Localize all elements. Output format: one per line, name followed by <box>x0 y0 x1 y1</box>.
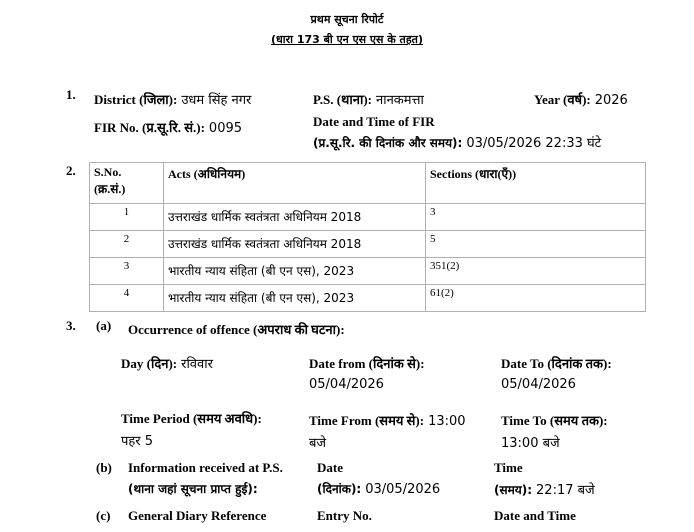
gd-datetime-label: Date and Time <box>494 508 576 523</box>
row-sno: 1 <box>90 204 164 231</box>
fir-datetime-label-hindi: (प्र.सू.रि. की दिनांक और समय): <box>313 136 463 150</box>
time-period-value: पहर 5 <box>121 434 154 449</box>
time-from-label: Time From (समय से): <box>309 413 425 428</box>
fir-number-value: 0095 <box>208 121 243 136</box>
acts-table <box>89 162 646 312</box>
info-date-label-hindi: (दिनांक): <box>317 482 362 496</box>
year-value: 2026 <box>594 93 628 108</box>
sub-b-marker: (b) <box>96 460 112 475</box>
ps-label: P.S. (थाना): <box>313 92 372 107</box>
info-received-label-hindi: (थाना जहां सूचना प्राप्त हुई): <box>128 482 258 496</box>
row-section: 351(2) <box>426 258 646 285</box>
info-date-value: 03/05/2026 <box>365 482 441 497</box>
fir-number-field <box>94 118 242 137</box>
header-sno <box>90 163 164 204</box>
year-field <box>534 90 628 109</box>
district-field <box>94 90 251 109</box>
sub-a-marker: (a) <box>96 318 112 333</box>
info-date-field <box>317 480 440 498</box>
day-label: Day (दिन): <box>121 356 178 371</box>
info-date-label: Date <box>317 460 343 475</box>
acts-table-header <box>90 163 646 204</box>
row-act: भारतीय न्याय संहिता (बी एन एस), 2023 <box>164 285 426 312</box>
sub-c-marker: (c) <box>96 508 111 523</box>
date-to-value: 05/04/2026 <box>501 377 576 392</box>
date-to-label: Date To (दिनांक तक): <box>501 356 612 371</box>
ps-field <box>313 90 424 109</box>
table-row <box>90 258 646 285</box>
table-row <box>90 285 646 312</box>
info-time-field <box>494 480 595 499</box>
table-row <box>90 231 646 258</box>
time-from-field <box>309 411 466 430</box>
time-to-label: Time To (समय तक): <box>501 413 608 428</box>
row-act: उत्तराखंड धार्मिक स्वतंत्रता अधिनियम 2018 <box>164 204 426 231</box>
row-act: भारतीय न्याय संहिता (बी एन एस), 2023 <box>164 258 426 285</box>
fir-datetime-value: 03/05/2026 22:33 घंटे <box>466 136 602 151</box>
gd-reference-label: General Diary Reference <box>128 508 267 523</box>
header-sno-hi: (क्र.सं.) <box>94 182 126 196</box>
time-from-value: 13:00 <box>428 414 466 429</box>
section-1-number: 1. <box>66 87 76 102</box>
gd-entry-label: Entry No. <box>317 508 372 523</box>
document-subtitle: (धारा 173 बी एन एस एस के तहत) <box>271 33 423 46</box>
info-time-value: 22:17 बजे <box>536 483 595 498</box>
fir-datetime-field <box>313 133 601 152</box>
row-sno: 3 <box>90 258 164 285</box>
occurrence-heading-text: Occurrence of offence (अपराध की घटना): <box>128 322 345 337</box>
fir-number-label: FIR No. (प्र.सू.रि. सं.): <box>94 120 205 135</box>
date-from-value: 05/04/2026 <box>309 377 384 392</box>
row-sno: 2 <box>90 231 164 258</box>
header-sections: Sections (धारा(एँ)) <box>426 163 646 204</box>
section-3-number: 3. <box>66 318 76 333</box>
section-2-number: 2. <box>66 163 76 178</box>
time-period-label: Time Period (समय अवधि): <box>121 411 262 426</box>
header-acts: Acts (अधिनियम) <box>164 163 426 204</box>
day-value: रविवार <box>181 357 213 372</box>
year-label: Year (वर्ष): <box>534 92 591 107</box>
row-section: 61(2) <box>426 285 646 312</box>
row-section: 3 <box>426 204 646 231</box>
occurrence-heading <box>128 320 345 338</box>
document-title: प्रथम सूचना रिपोर्ट <box>310 13 384 26</box>
fir-datetime-label: Date and Time of FIR <box>313 114 435 129</box>
info-time-label-hindi: (समय): <box>494 483 533 497</box>
time-to-value: 13:00 बजे <box>501 436 560 451</box>
date-from-label: Date from (दिनांक से): <box>309 356 425 371</box>
day-field <box>121 354 213 373</box>
district-label: District (जिला): <box>94 92 178 107</box>
info-time-label: Time <box>494 460 523 475</box>
info-received-label: Information received at P.S. <box>128 460 283 475</box>
table-row <box>90 204 646 231</box>
time-from-unit: बजे <box>309 436 327 451</box>
row-act: उत्तराखंड धार्मिक स्वतंत्रता अधिनियम 2018 <box>164 231 426 258</box>
header-sno-en: S.No. <box>94 165 122 179</box>
row-section: 5 <box>426 231 646 258</box>
row-sno: 4 <box>90 285 164 312</box>
ps-value: नानकमत्ता <box>375 93 424 108</box>
district-value: उधम सिंह नगर <box>181 93 252 108</box>
